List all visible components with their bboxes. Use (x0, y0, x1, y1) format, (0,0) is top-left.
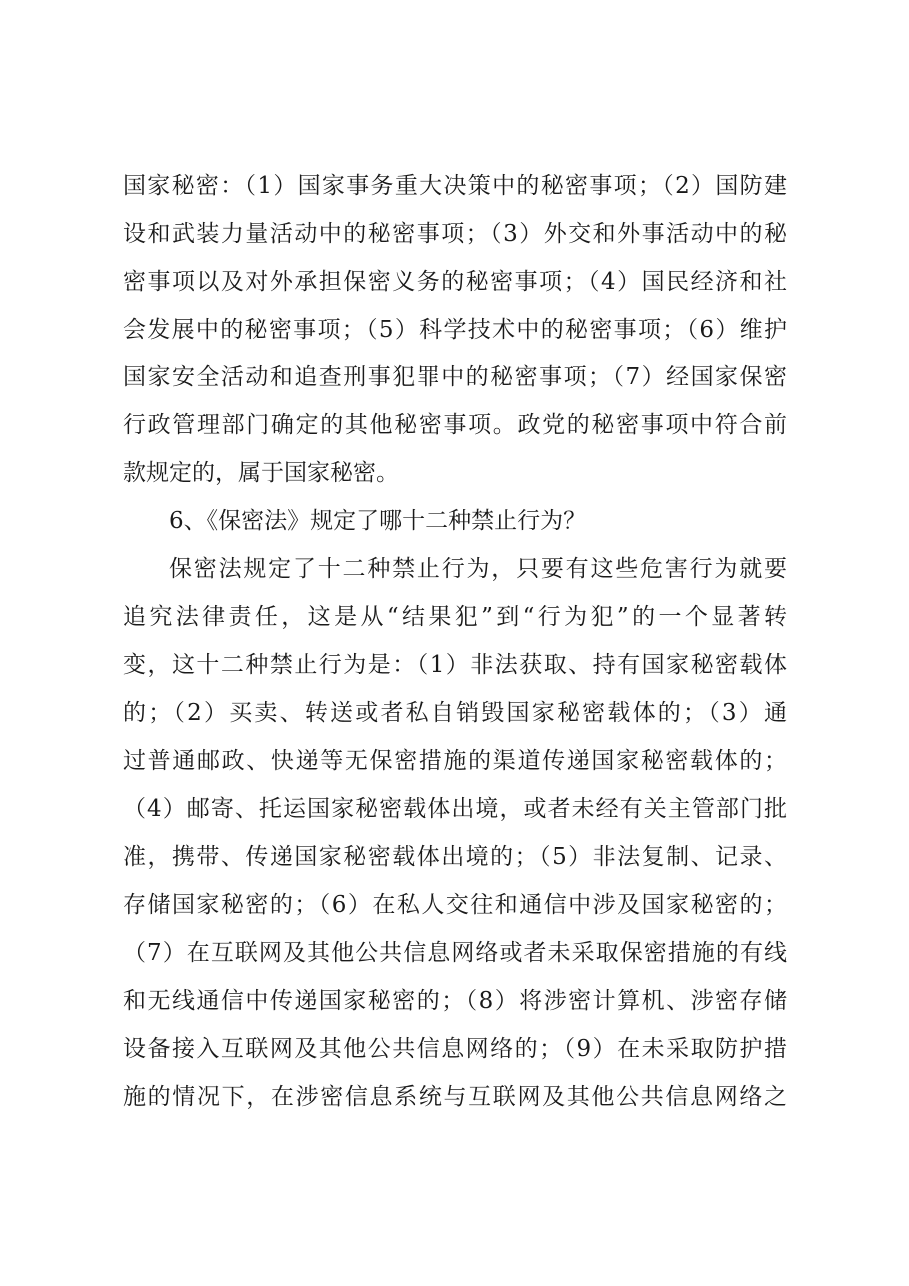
section-heading: 6、《保密法》规定了哪十二种禁止行为？ (169, 508, 587, 534)
paragraph-line: 密事项以及对外承担保密义务的秘密事项；（4）国民经济和社 (123, 269, 787, 295)
paragraph-line: 国家安全活动和追查刑事犯罪中的秘密事项；（7）经国家保密 (123, 364, 787, 390)
paragraph-line: 保密法规定了十二种禁止行为，只要有这些危害行为就要 (169, 556, 787, 582)
paragraph-line: 存储国家秘密的；（6）在私人交往和通信中涉及国家秘密的； (123, 892, 787, 918)
paragraph-line: 施的情况下，在涉密信息系统与互联网及其他公共信息网络之 (123, 1084, 787, 1110)
paragraph-line: 设和武装力量活动中的秘密事项；（3）外交和外事活动中的秘 (123, 221, 787, 247)
paragraph-line: 和无线通信中传递国家秘密的；（8）将涉密计算机、涉密存储 (123, 988, 787, 1014)
paragraph-line: 过普通邮政、快递等无保密措施的渠道传递国家秘密载体的； (123, 748, 787, 774)
paragraph-line: （4）邮寄、托运国家秘密载体出境，或者未经有关主管部门批 (123, 796, 787, 822)
paragraph-line: 行政管理部门确定的其他秘密事项。政党的秘密事项中符合前 (123, 412, 787, 438)
paragraph-line: 的；（2）买卖、转送或者私自销毁国家秘密载体的；（3）通 (123, 700, 787, 726)
paragraph-line: 变，这十二种禁止行为是：（1）非法获取、持有国家秘密载体 (123, 652, 787, 678)
paragraph-line: 追究法律责任，这是从“结果犯”到“行为犯”的一个显著转 (123, 604, 787, 630)
paragraph-line: 国家秘密：（1）国家事务重大决策中的秘密事项；（2）国防建 (123, 173, 787, 199)
paragraph-line: 准，携带、传递国家秘密载体出境的；（5）非法复制、记录、 (123, 844, 787, 870)
paragraph-line: 会发展中的秘密事项；（5）科学技术中的秘密事项；（6）维护 (123, 317, 787, 343)
paragraph-line: 款规定的，属于国家秘密。 (123, 460, 399, 486)
paragraph-line: 设备接入互联网及其他公共信息网络的；（9）在未采取防护措 (123, 1036, 787, 1062)
paragraph-line: （7）在互联网及其他公共信息网络或者未采取保密措施的有线 (123, 940, 787, 966)
